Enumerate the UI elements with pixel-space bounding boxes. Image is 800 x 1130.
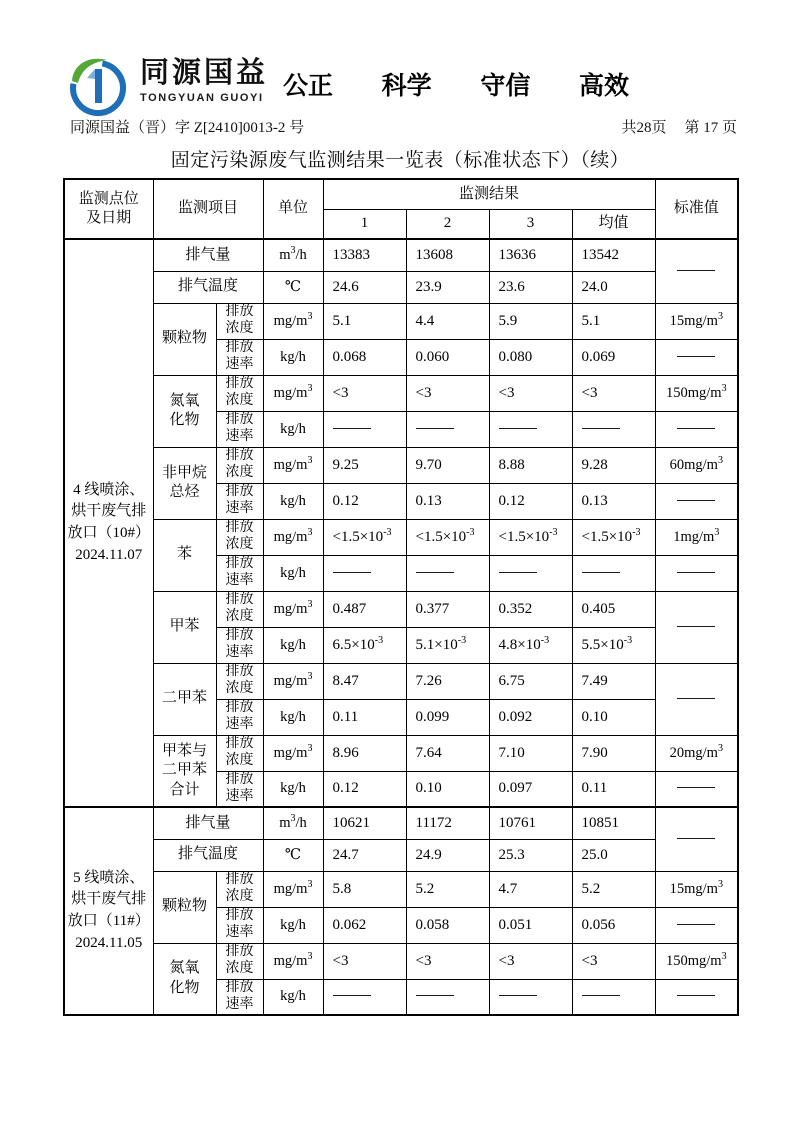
value-cell	[572, 411, 655, 447]
unit-cell: $mg/m^3$	[263, 375, 323, 411]
em-dash	[677, 924, 715, 925]
std-cell: $1mg/m^3$	[655, 519, 738, 555]
item-cell: 非甲烷 总烃	[153, 447, 216, 519]
header-result-2: 2	[406, 209, 489, 239]
value-cell: $4.8\times 10^{-3}$	[489, 627, 572, 663]
value-cell: 0.13	[572, 483, 655, 519]
value-cell: $<1.5\times 10^{-3}$	[406, 519, 489, 555]
value-cell: 24.6	[323, 271, 406, 303]
item-cell: 排气温度	[153, 271, 263, 303]
item-cell: 苯	[153, 519, 216, 591]
unit-cell: $m^3/h$	[263, 807, 323, 839]
em-dash	[677, 698, 715, 699]
sub-cell: 排放 浓度	[216, 871, 263, 907]
table-row	[64, 303, 738, 339]
brand-text	[140, 58, 268, 104]
value-cell: 0.10	[406, 771, 489, 807]
std-cell	[655, 411, 738, 447]
value-cell: 5.2	[406, 871, 489, 907]
table-row	[64, 871, 738, 907]
item-cell: 排气温度	[153, 839, 263, 871]
value-cell	[572, 979, 655, 1015]
value-cell: $<1.5\times 10^{-3}$	[323, 519, 406, 555]
std-cell	[655, 771, 738, 807]
value-cell: 7.49	[572, 663, 655, 699]
value-cell: 4.4	[406, 303, 489, 339]
unit-cell: kg/h	[263, 907, 323, 943]
value-cell	[489, 411, 572, 447]
value-cell	[489, 979, 572, 1015]
unit-cell: $mg/m^3$	[263, 871, 323, 907]
value-cell: 6.75	[489, 663, 572, 699]
value-cell	[323, 411, 406, 447]
value-cell: 10761	[489, 807, 572, 839]
em-dash	[499, 572, 537, 573]
value-cell	[406, 555, 489, 591]
value-cell: 8.88	[489, 447, 572, 483]
value-cell: 7.10	[489, 735, 572, 771]
std-cell: $20mg/m^3$	[655, 735, 738, 771]
em-dash	[677, 787, 715, 788]
page-title: 固定污染源废气监测结果一览表（标准状态下）（续）	[170, 150, 630, 171]
std-cell	[655, 555, 738, 591]
unit-cell: kg/h	[263, 771, 323, 807]
header-result-1: 1	[323, 209, 406, 239]
em-dash	[333, 572, 371, 573]
value-cell	[323, 979, 406, 1015]
value-cell: <3	[323, 943, 406, 979]
sub-cell: 排放 浓度	[216, 447, 263, 483]
std-cell: $60mg/m^3$	[655, 447, 738, 483]
table-row	[64, 239, 738, 271]
em-dash	[677, 500, 715, 501]
sub-cell: 排放 速率	[216, 771, 263, 807]
unit-cell: $mg/m^3$	[263, 519, 323, 555]
value-cell: 0.487	[323, 591, 406, 627]
monitoring-results-table	[63, 178, 739, 1016]
sub-cell: 排放 速率	[216, 979, 263, 1015]
value-cell: 0.062	[323, 907, 406, 943]
value-cell: 13542	[572, 239, 655, 271]
site-cell: 4 线喷涂、 烘干废气排 放口（10#） 2024.11.07	[64, 239, 153, 807]
em-dash	[677, 428, 715, 429]
sub-cell: 排放 速率	[216, 483, 263, 519]
std-cell	[655, 339, 738, 375]
em-dash	[677, 356, 715, 357]
value-cell: <3	[489, 375, 572, 411]
value-cell: 0.405	[572, 591, 655, 627]
table-row	[64, 807, 738, 839]
em-dash	[582, 995, 620, 996]
document-info-line	[70, 116, 737, 137]
slogan-science: 科学	[381, 72, 432, 100]
value-cell: <3	[572, 943, 655, 979]
em-dash	[677, 572, 715, 573]
std-cell	[655, 483, 738, 519]
value-cell: 9.28	[572, 447, 655, 483]
em-dash	[416, 995, 454, 996]
value-cell: 5.2	[572, 871, 655, 907]
value-cell: 7.26	[406, 663, 489, 699]
value-cell: 11172	[406, 807, 489, 839]
table-row	[64, 663, 738, 699]
table-row	[64, 271, 738, 303]
unit-cell: $mg/m^3$	[263, 447, 323, 483]
std-cell: $150mg/m^3$	[655, 943, 738, 979]
std-cell	[655, 663, 738, 735]
value-cell: <3	[406, 375, 489, 411]
value-cell	[323, 555, 406, 591]
std-cell	[655, 591, 738, 663]
unit-cell: $mg/m^3$	[263, 735, 323, 771]
sub-cell: 排放 浓度	[216, 943, 263, 979]
value-cell: 7.64	[406, 735, 489, 771]
monitoring-table-body	[64, 239, 738, 1015]
value-cell: 0.12	[323, 483, 406, 519]
document-number: 同源国益（晋）字 Z[2410]0013-2 号	[70, 120, 305, 136]
std-cell	[655, 907, 738, 943]
sub-cell: 排放 速率	[216, 411, 263, 447]
value-cell: 8.96	[323, 735, 406, 771]
value-cell: 13383	[323, 239, 406, 271]
current-page: 第 17 页	[684, 120, 737, 136]
header-unit: 单位	[263, 179, 323, 239]
value-cell: 0.058	[406, 907, 489, 943]
value-cell: 8.47	[323, 663, 406, 699]
value-cell: $<1.5\times 10^{-3}$	[489, 519, 572, 555]
value-cell: 0.13	[406, 483, 489, 519]
value-cell: 10621	[323, 807, 406, 839]
sub-cell: 排放 速率	[216, 555, 263, 591]
value-cell: 5.1	[323, 303, 406, 339]
unit-cell: kg/h	[263, 483, 323, 519]
page-info	[621, 116, 737, 137]
value-cell: 24.9	[406, 839, 489, 871]
value-cell: <3	[406, 943, 489, 979]
std-cell: $150mg/m^3$	[655, 375, 738, 411]
value-cell: $5.5\times 10^{-3}$	[572, 627, 655, 663]
value-cell: 23.9	[406, 271, 489, 303]
sub-cell: 排放 速率	[216, 699, 263, 735]
unit-cell: $mg/m^3$	[263, 943, 323, 979]
value-cell: 0.377	[406, 591, 489, 627]
site-cell: 5 线喷涂、 烘干废气排 放口（11#） 2024.11.05	[64, 807, 153, 1015]
header-site: 监测点位 及日期	[64, 179, 153, 239]
table-row	[64, 591, 738, 627]
em-dash	[499, 995, 537, 996]
item-cell: 颗粒物	[153, 871, 216, 943]
em-dash	[677, 995, 715, 996]
em-dash	[677, 626, 715, 627]
table-header-row	[64, 179, 738, 209]
table-row	[64, 519, 738, 555]
em-dash	[582, 572, 620, 573]
unit-cell: kg/h	[263, 699, 323, 735]
em-dash	[333, 428, 371, 429]
unit-cell: kg/h	[263, 627, 323, 663]
value-cell: 5.8	[323, 871, 406, 907]
value-cell: 0.060	[406, 339, 489, 375]
value-cell: 0.12	[323, 771, 406, 807]
company-name-cn: 同源国益	[140, 57, 269, 89]
unit-cell: kg/h	[263, 979, 323, 1015]
value-cell: 5.9	[489, 303, 572, 339]
em-dash	[677, 270, 715, 271]
value-cell: 10851	[572, 807, 655, 839]
slogan-fairness: 公正	[283, 72, 334, 100]
item-cell: 颗粒物	[153, 303, 216, 375]
value-cell: 0.097	[489, 771, 572, 807]
value-cell: 0.12	[489, 483, 572, 519]
unit-cell: $mg/m^3$	[263, 663, 323, 699]
unit-cell: ℃	[263, 839, 323, 871]
unit-cell: kg/h	[263, 339, 323, 375]
item-cell: 氮氧 化物	[153, 375, 216, 447]
unit-cell: $mg/m^3$	[263, 591, 323, 627]
table-row	[64, 447, 738, 483]
unit-cell: kg/h	[263, 555, 323, 591]
unit-cell: $mg/m^3$	[263, 303, 323, 339]
header-standard: 标准值	[655, 179, 738, 239]
item-cell: 排气量	[153, 807, 263, 839]
value-cell: $6.5\times 10^{-3}$	[323, 627, 406, 663]
value-cell	[406, 411, 489, 447]
table-row	[64, 375, 738, 411]
sub-cell: 排放 浓度	[216, 663, 263, 699]
value-cell	[406, 979, 489, 1015]
value-cell: 7.90	[572, 735, 655, 771]
header-result-3: 3	[489, 209, 572, 239]
em-dash	[416, 572, 454, 573]
value-cell: 24.0	[572, 271, 655, 303]
value-cell: <3	[323, 375, 406, 411]
unit-cell: kg/h	[263, 411, 323, 447]
value-cell: 13636	[489, 239, 572, 271]
total-pages: 共28页	[621, 120, 667, 136]
em-dash	[582, 428, 620, 429]
value-cell: 25.3	[489, 839, 572, 871]
sub-cell: 排放 浓度	[216, 375, 263, 411]
sub-cell: 排放 浓度	[216, 735, 263, 771]
sub-cell: 排放 浓度	[216, 591, 263, 627]
value-cell: 0.11	[323, 699, 406, 735]
value-cell: 24.7	[323, 839, 406, 871]
value-cell: 0.051	[489, 907, 572, 943]
value-cell: 0.10	[572, 699, 655, 735]
table-row	[64, 735, 738, 771]
em-dash	[416, 428, 454, 429]
value-cell: 4.7	[489, 871, 572, 907]
sub-cell: 排放 速率	[216, 627, 263, 663]
unit-cell: ℃	[263, 271, 323, 303]
sub-cell: 排放 速率	[216, 907, 263, 943]
slogan-efficiency: 高效	[578, 72, 629, 100]
item-cell: 氮氧 化物	[153, 943, 216, 1015]
company-logo-icon	[66, 54, 130, 118]
value-cell: 0.080	[489, 339, 572, 375]
header-result-avg: 均值	[572, 209, 655, 239]
value-cell: 0.068	[323, 339, 406, 375]
std-cell: $15mg/m^3$	[655, 871, 738, 907]
value-cell: $<1.5\times 10^{-3}$	[572, 519, 655, 555]
unit-cell: $m^3/h$	[263, 239, 323, 271]
table-row	[64, 839, 738, 871]
header-item: 监测项目	[153, 179, 263, 239]
value-cell: 0.11	[572, 771, 655, 807]
value-cell: 9.70	[406, 447, 489, 483]
value-cell: 5.1	[572, 303, 655, 339]
value-cell: 0.099	[406, 699, 489, 735]
slogan-integrity: 守信	[480, 72, 531, 100]
value-cell: 0.352	[489, 591, 572, 627]
value-cell: 23.6	[489, 271, 572, 303]
sub-cell: 排放 浓度	[216, 303, 263, 339]
value-cell: $5.1\times 10^{-3}$	[406, 627, 489, 663]
value-cell	[489, 555, 572, 591]
table-row	[64, 943, 738, 979]
value-cell: <3	[572, 375, 655, 411]
value-cell	[572, 555, 655, 591]
em-dash	[677, 838, 715, 839]
value-cell: 9.25	[323, 447, 406, 483]
std-cell	[655, 979, 738, 1015]
value-cell: <3	[489, 943, 572, 979]
item-cell: 排气量	[153, 239, 263, 271]
item-cell: 甲苯与 二甲苯 合计	[153, 735, 216, 807]
company-name-en: TONGYUAN GUOYI	[140, 91, 264, 104]
value-cell: 13608	[406, 239, 489, 271]
sub-cell: 排放 浓度	[216, 519, 263, 555]
page-header	[66, 54, 268, 118]
std-cell	[655, 807, 738, 871]
em-dash	[333, 995, 371, 996]
slogan-row	[283, 66, 629, 102]
value-cell: 25.0	[572, 839, 655, 871]
item-cell: 甲苯	[153, 591, 216, 663]
value-cell: 0.069	[572, 339, 655, 375]
header-results: 监测结果	[323, 179, 655, 209]
em-dash	[499, 428, 537, 429]
std-cell	[655, 239, 738, 303]
value-cell: 0.092	[489, 699, 572, 735]
std-cell: $15mg/m^3$	[655, 303, 738, 339]
value-cell: 0.056	[572, 907, 655, 943]
item-cell: 二甲苯	[153, 663, 216, 735]
sub-cell: 排放 速率	[216, 339, 263, 375]
